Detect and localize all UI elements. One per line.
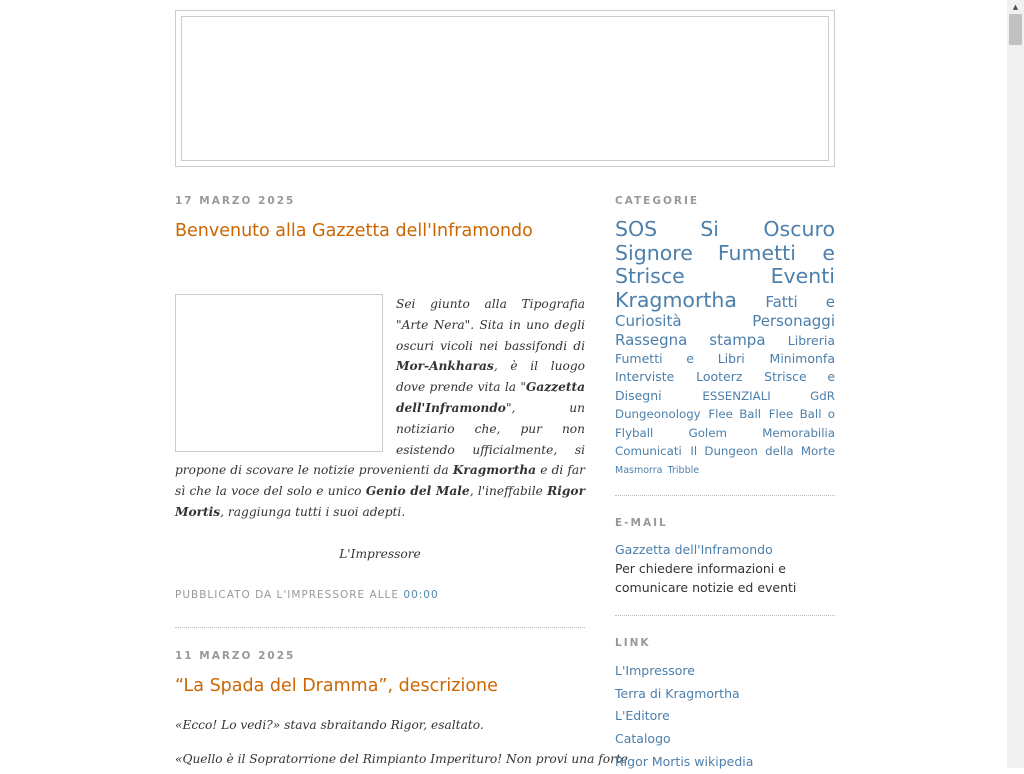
widget-title: E-MAIL (615, 516, 668, 529)
sidebar-link-terra-kragmortha[interactable]: Terra di Kragmortha (615, 685, 740, 701)
post-signature: L'Impressore (339, 546, 421, 561)
category-tag-link[interactable]: Comunicati (615, 443, 682, 458)
category-tag-link[interactable]: Eventi Kragmortha (615, 264, 835, 312)
sidebar-link-editore[interactable]: L'Editore (615, 708, 670, 724)
links-list (615, 660, 835, 774)
email-link[interactable]: Gazzetta dell'Inframondo (615, 541, 773, 557)
post-title-link[interactable]: Benvenuto alla Gazzetta dell'Inframondo (175, 221, 533, 241)
category-tag-link[interactable]: Rassegna stampa (615, 330, 766, 349)
post-paragraph: «Ecco! Lo vedi?» stava sbraitando Rigor, esaltato. (175, 718, 484, 732)
vertical-scrollbar[interactable] (1007, 0, 1024, 768)
category-tag-link[interactable]: Fatti e Curiosità (615, 292, 835, 331)
category-tag-link[interactable]: Golem (688, 425, 727, 440)
post-body (175, 715, 629, 770)
widget-separator (615, 495, 835, 496)
widget-title: CATEGORIE (615, 195, 700, 207)
post (175, 195, 585, 601)
blog-header-banner (175, 10, 835, 167)
category-tag-link[interactable]: Masmorra (615, 465, 663, 477)
post-separator (175, 627, 585, 628)
sidebar-link-impressore[interactable]: L'Impressore (615, 662, 695, 678)
email-description: Per chiedere informazioni e comunicare notizie ed eventi (615, 560, 797, 596)
category-tag-link[interactable]: Personaggi (752, 312, 835, 331)
category-tag-link[interactable]: SOS (615, 217, 658, 241)
widget-title: LINK (615, 636, 651, 649)
widget-separator (615, 615, 835, 616)
category-tag-link[interactable]: Memorabilia (762, 425, 835, 440)
category-tag-link[interactable]: Fumetti e Libri (615, 351, 745, 367)
post (175, 650, 629, 770)
post-date: 11 MARZO 2025 (175, 650, 296, 662)
sidebar (615, 195, 835, 774)
category-tag-link[interactable]: Il Dungeon della Morte (690, 443, 835, 458)
post-title-link[interactable]: “La Spada del Dramma”, descrizione (175, 676, 498, 696)
category-tag-link[interactable]: ESSENZIALI GdR (702, 388, 835, 403)
category-tag-link[interactable]: Strisce e Disegni (615, 369, 836, 403)
post-time-link[interactable]: 00:00 (403, 588, 439, 601)
category-tag-cloud (615, 218, 835, 478)
widget-email (615, 517, 835, 598)
category-tag-link[interactable]: Dungeonology (615, 407, 701, 422)
header-inner-frame (181, 16, 829, 161)
post-date: 17 MARZO 2025 (175, 195, 296, 207)
main-column (175, 195, 629, 766)
scroll-up-arrow-icon[interactable]: ▲ (1012, 3, 1019, 11)
scrollbar-thumb[interactable] (1009, 14, 1022, 45)
post-author-line: PUBBLICATO DA L'IMPRESSORE ALLE (175, 588, 400, 601)
post-paragraph: «Quello è il Sopratorrione del Rimpianto Imperituro! Non provi una forte (175, 751, 629, 766)
category-tag-link[interactable]: Tribble (667, 465, 700, 477)
post-image-placeholder (175, 294, 383, 452)
widget-categorie (615, 195, 835, 478)
category-tag-link[interactable]: Flee Ball (708, 407, 762, 422)
sidebar-link-catalogo[interactable]: Catalogo (615, 731, 671, 747)
category-tag-link[interactable]: Libreria (787, 332, 835, 348)
post-body: Sei giunto alla Tipografia "Arte Nera". Sita in uno degli oscuri vicoli nei bassifondi di Mor-Ankharas, è il luogo dove prende vita la "Gazzetta dell'Inframondo", un notiziario che, pur non esistendo ufficialmente, si propone di scovare le notizie provenienti da Kragmortha e di far sì che la voce del solo e unico Genio del Male, l'ineffabile Rigor Mortis, raggiunga tutti i suoi adepti. L'Impressore (175, 294, 585, 565)
category-tag-link[interactable]: Minimonfa (769, 351, 835, 367)
category-tag-link[interactable]: Flee Ball o Flyball (615, 407, 835, 440)
category-tag-link[interactable]: Fumetti e Strisce (615, 240, 835, 289)
category-tag-link[interactable]: Interviste (615, 369, 675, 385)
widget-links (615, 637, 835, 774)
sidebar-link-rigor-mortis-wikipedia[interactable]: Rigor Mortis wikipedia (615, 753, 754, 769)
category-tag-link[interactable]: Looterz (696, 369, 743, 385)
category-tag-link[interactable]: Si Oscuro Signore (615, 217, 835, 265)
post-footer (175, 589, 585, 601)
